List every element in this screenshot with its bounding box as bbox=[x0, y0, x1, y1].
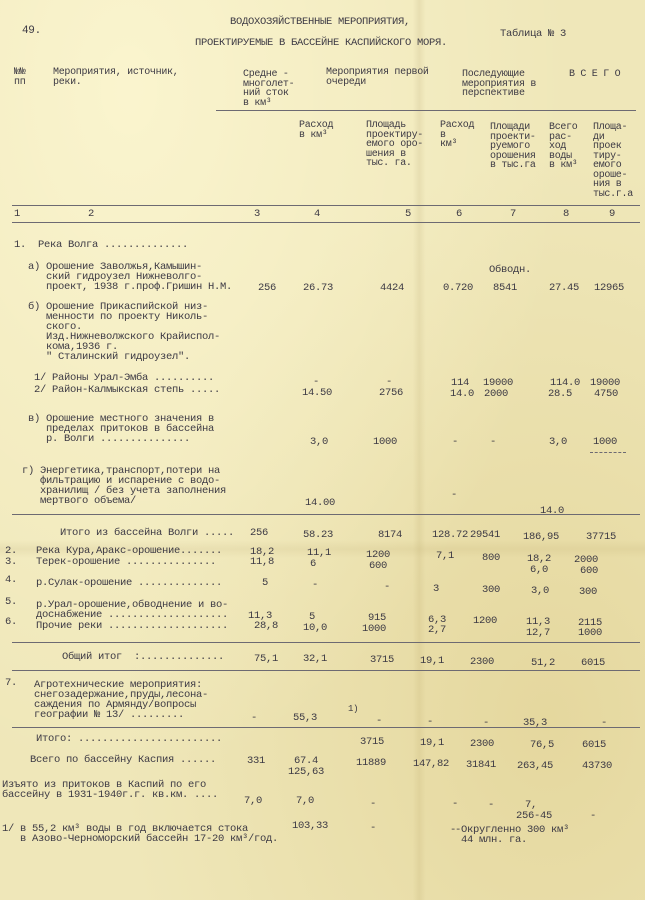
col-number: 8 bbox=[563, 208, 570, 220]
row-a-flow-2: 0.720 bbox=[443, 282, 474, 294]
rounded-note: -Округленно 300 км³ 44 млн. га. bbox=[455, 824, 570, 846]
caspian-total-label: Всего по бассейну Каспия ...... bbox=[30, 754, 217, 766]
withdraw-dash-5: - bbox=[370, 798, 377, 810]
col-number: 9 bbox=[609, 208, 616, 220]
row-v-text: в) Орошение местного значения в пределах притоков в бассейна р. Волги ............... bbox=[28, 413, 215, 445]
row-b1-total-flow: 114.0 bbox=[550, 377, 581, 389]
itogo-area: 3715 bbox=[360, 736, 385, 748]
row-terek-flow: 6 bbox=[310, 558, 317, 570]
caspian-total-total-area: 43730 bbox=[582, 760, 613, 772]
caspian-total-flow-2: 147,82 bbox=[413, 758, 450, 770]
row-b2-text: 2/ Район-Калмыкская степь ..... bbox=[34, 384, 221, 396]
row-g-text: г) Энергетика,транспорт,потери на фильтрацию и испарение с водо- хранилищ / без учета заполнения мертвого объема/ bbox=[22, 465, 227, 507]
header-first-stage: Мероприятия первой очереди bbox=[326, 67, 429, 88]
row-other-total-area: 1000 bbox=[578, 627, 603, 639]
row-terek-area: 600 bbox=[369, 560, 388, 572]
row-sulak-total-area: 300 bbox=[579, 586, 598, 598]
row-b2-area-2: 2000 bbox=[484, 388, 509, 400]
row-v-dash-7: - bbox=[490, 436, 497, 448]
row-ural-area: 915 bbox=[368, 612, 387, 624]
caspian-total-area-2: 31841 bbox=[466, 759, 497, 771]
row-volga: 1. Река Волга .............. bbox=[14, 239, 189, 251]
row-b1-area-2: 19000 bbox=[483, 377, 514, 389]
row-ural-text: р.Урал-орошение,обводнение и во- доснабжение .................... bbox=[36, 599, 229, 621]
general-total-label: Общий итог :.............. bbox=[62, 651, 225, 663]
withdraw-dash-6: - bbox=[452, 798, 459, 810]
row-other-flow: 10,0 bbox=[303, 622, 328, 634]
volga-total-label: Итого из бассейна Волги ..... bbox=[60, 527, 235, 539]
col-number: 5 bbox=[405, 208, 412, 220]
agro-rule bbox=[12, 670, 640, 671]
row-g-flow: 14.00 bbox=[305, 497, 336, 509]
row-a-total-area: 12965 bbox=[594, 282, 625, 294]
withdraw-total-area: - bbox=[590, 810, 597, 822]
general-total-rule bbox=[12, 642, 640, 643]
col-number: 1 bbox=[14, 208, 21, 220]
row-num-4: 4. bbox=[5, 574, 18, 586]
withdraw-text: Изъято из притоков в Каспий по его бассейну в 1931-1940г.г. кв.км. .... bbox=[2, 779, 219, 801]
volga-total-area: 8174 bbox=[378, 529, 403, 541]
row-v-dash-line bbox=[590, 452, 626, 453]
row-a-obvodn: Обводн. bbox=[489, 264, 532, 276]
row-sulak-dash-5: - bbox=[384, 581, 391, 593]
row-v-dash-6: - bbox=[452, 436, 459, 448]
caspian-total-runoff: 331 bbox=[247, 755, 266, 767]
row-agro-dash-7: - bbox=[483, 717, 490, 729]
general-total-total-area: 6015 bbox=[581, 657, 606, 669]
itogo-area-2: 2300 bbox=[470, 738, 495, 750]
header-bottom-rule bbox=[12, 205, 640, 206]
row-ural-flow: 5 bbox=[309, 611, 316, 623]
volga-total-runoff: 256 bbox=[250, 527, 269, 539]
title-line-1: ВОДОХОЗЯЙСТВЕННЫЕ МЕРОПРИЯТИЯ, bbox=[230, 16, 411, 28]
row-other-runoff: 28,8 bbox=[254, 620, 279, 632]
row-terek-total-flow: 6,0 bbox=[530, 564, 549, 576]
withdraw-dash-7: - bbox=[488, 799, 495, 811]
row-agro-text: Агротехнические мероприятия: снегозадержание,пруды,лесона- саждения по Армянду/вопросы географии № 13/ ......... bbox=[34, 679, 209, 721]
volga-total-rule bbox=[12, 514, 640, 515]
col-number: 3 bbox=[254, 208, 261, 220]
header-area-proj-2: Площади проекти- руемого орошения в тыс.га bbox=[490, 122, 536, 171]
row-agro-dash-5: - bbox=[376, 715, 383, 727]
row-b2-total-area: 4750 bbox=[594, 388, 619, 400]
row-v-flow: 3,0 bbox=[310, 436, 329, 448]
volga-total-area-2: 29541 bbox=[470, 529, 501, 541]
row-agro-flow: 55,3 bbox=[293, 712, 318, 724]
row-agro-total-flow: 35,3 bbox=[523, 717, 548, 729]
header-total: В С Е Г О bbox=[569, 69, 621, 80]
row-b-text: б) Орошение Прикаспийской низ- менности по проекту Николь- ского. Изд.Нижневолжского Крайиспол- кома,1936 г. " Сталинский гидроузел". bbox=[28, 301, 221, 363]
caspian-total-flow-b: 125,63 bbox=[288, 766, 325, 778]
withdraw-total-flow: 7, bbox=[525, 799, 538, 811]
row-b2-flow: 14.50 bbox=[302, 387, 333, 399]
col-number: 4 bbox=[314, 208, 321, 220]
col-number: 7 bbox=[510, 208, 517, 220]
itogo-total-flow: 76,5 bbox=[530, 739, 555, 751]
row-num-6: 6. bbox=[5, 616, 18, 628]
row-sulak-text: р.Сулак-орошение .............. bbox=[36, 577, 223, 589]
row-sulak-total-flow: 3,0 bbox=[531, 585, 550, 597]
header-total-flow: Всего рас- ход воды в км³ bbox=[549, 122, 578, 171]
withdraw-runoff: 7,0 bbox=[244, 795, 263, 807]
header-flow: Расход в км³ bbox=[299, 120, 334, 141]
volga-total-total-flow: 186,95 bbox=[523, 531, 560, 543]
row-num-3: 3. bbox=[5, 556, 18, 568]
volga-total-total-area: 37715 bbox=[586, 531, 617, 543]
row-v-total-flow: 3,0 bbox=[549, 436, 568, 448]
row-g-mark: - bbox=[451, 489, 458, 501]
row-a-flow: 26.73 bbox=[303, 282, 334, 294]
caspian-total-total-flow: 263,45 bbox=[517, 760, 554, 772]
row-sulak-area-2: 300 bbox=[482, 584, 501, 596]
general-total-flow: 32,1 bbox=[303, 653, 328, 665]
row-b1-flow-2: 114 bbox=[451, 377, 470, 389]
header-num: №№ пп bbox=[14, 67, 26, 88]
footnote-dash-5: - bbox=[370, 822, 377, 834]
itogo-label: Итого: ........................ bbox=[36, 733, 223, 745]
row-b-dash-4: - bbox=[313, 376, 320, 388]
itogo-total-area: 6015 bbox=[582, 739, 607, 751]
row-b2-area: 2756 bbox=[379, 387, 404, 399]
row-a-area: 4424 bbox=[380, 282, 405, 294]
header-total-area: Площа- ди проек тиру- емого ороше- ния в тыс.г.а bbox=[593, 122, 633, 200]
row-b1-text: 1/ Районы Урал-Эмба .......... bbox=[34, 372, 215, 384]
row-kura-text: Река Кура,Аракс-орошение....... bbox=[36, 545, 223, 557]
row-kura-flow: 11,1 bbox=[307, 547, 332, 559]
row-agro-footnote-mark: 1) bbox=[348, 704, 359, 714]
row-terek-runoff: 11,8 bbox=[250, 556, 275, 568]
row-ural-flow-2: 6,3 bbox=[428, 614, 447, 626]
row-terek-text: Терек-орошение ............... bbox=[36, 556, 217, 568]
row-kura-area-2: 800 bbox=[482, 552, 501, 564]
row-kura-area: 1200 bbox=[366, 549, 391, 561]
row-ural-area-2: 1200 bbox=[473, 615, 498, 627]
header-future: Последующие мероприятия в перспективе bbox=[462, 69, 537, 99]
general-total-runoff: 75,1 bbox=[254, 653, 279, 665]
general-total-area-2: 2300 bbox=[470, 656, 495, 668]
volga-total-flow: 58.23 bbox=[303, 529, 334, 541]
header-runoff: Средне - многолет- ний сток в км³ bbox=[243, 69, 295, 109]
column-number-rule bbox=[12, 222, 640, 223]
row-agro-runoff: - bbox=[251, 712, 258, 724]
row-num-7: 7. bbox=[5, 677, 18, 689]
volga-total-flow-2: 128.72 bbox=[432, 529, 469, 541]
row-ural-runoff: 11,3 bbox=[248, 610, 273, 622]
table-number: Таблица № 3 bbox=[500, 28, 567, 40]
row-terek-total-area: 600 bbox=[580, 565, 599, 577]
row-num-2: 2. bbox=[5, 545, 18, 557]
general-total-total-flow: 51,2 bbox=[531, 657, 556, 669]
row-sulak-flow-2: 3 bbox=[433, 583, 440, 595]
row-b2-flow-2: 14.0 bbox=[450, 388, 475, 400]
row-sulak-runoff: 5 bbox=[262, 577, 269, 589]
row-g-total-flow: 14.0 bbox=[540, 505, 565, 517]
row-ural-total-flow: 11,3 bbox=[526, 616, 551, 628]
row-kura-flow-2: 7,1 bbox=[436, 550, 455, 562]
row-b-dash-5: - bbox=[386, 376, 393, 388]
header-subrule bbox=[216, 110, 636, 111]
general-total-area: 3715 bbox=[370, 654, 395, 666]
caspian-total-area: 11889 bbox=[356, 757, 387, 769]
row-kura-total-area: 2000 bbox=[574, 554, 599, 566]
footnote-dash-6: - bbox=[450, 824, 457, 836]
col-number: 6 bbox=[456, 208, 463, 220]
row-b1-total-area: 19000 bbox=[590, 377, 621, 389]
row-kura-runoff: 18,2 bbox=[250, 546, 275, 558]
page-number: 49. bbox=[22, 25, 41, 37]
withdraw-flow: 7,0 bbox=[296, 795, 315, 807]
title-line-2: ПРОЕКТИРУЕМЫЕ В БАССЕЙНЕ КАСПИЙСКОГО МОРЯ. bbox=[195, 37, 448, 49]
row-other-total-flow: 12,7 bbox=[526, 627, 551, 639]
itogo-flow-2: 19,1 bbox=[420, 737, 445, 749]
row-a-area-2: 8541 bbox=[493, 282, 518, 294]
row-b2-total-flow: 28.5 bbox=[548, 388, 573, 400]
caspian-total-flow: 67.4 bbox=[294, 755, 319, 767]
row-agro-total-area: - bbox=[601, 717, 608, 729]
col-number: 2 bbox=[88, 208, 95, 220]
withdraw-total-flow-b: 256-45 bbox=[516, 810, 553, 822]
row-ural-total-area: 2115 bbox=[578, 617, 603, 629]
row-other-text: Прочие реки .................... bbox=[36, 620, 229, 632]
general-total-flow-2: 19,1 bbox=[420, 655, 445, 667]
itogo-rule bbox=[12, 727, 640, 728]
header-event: Мероприятия, источник, реки. bbox=[53, 67, 179, 88]
row-a-runoff: 256 bbox=[258, 282, 277, 294]
row-v-total-area: 1000 bbox=[593, 436, 618, 448]
row-a-total-flow: 27.45 bbox=[549, 282, 580, 294]
row-kura-total-flow: 18,2 bbox=[527, 553, 552, 565]
row-num-5: 5. bbox=[5, 596, 18, 608]
row-v-area: 1000 bbox=[373, 436, 398, 448]
footnote-flow: 103,33 bbox=[292, 820, 329, 832]
header-area-proj: Площадь проектиру- емого оро- шения в тыс. га. bbox=[366, 120, 424, 169]
header-flow-2: Расход в км³ bbox=[440, 120, 475, 150]
row-other-flow-2: 2,7 bbox=[428, 624, 447, 636]
row-sulak-dash-4: - bbox=[312, 579, 319, 591]
row-a-text: а) Орошение Заволжья,Камышин- ский гидроузел Нижневолго- проект, 1938 г.проф.Гришин Н.М. bbox=[28, 261, 233, 293]
footnote: 1/ в 55,2 км³ воды в год включается стока в Азово-Черноморский бассейн 17-20 км³/год. bbox=[2, 823, 279, 845]
row-other-area: 1000 bbox=[362, 623, 387, 635]
row-agro-dash-6: - bbox=[427, 716, 434, 728]
